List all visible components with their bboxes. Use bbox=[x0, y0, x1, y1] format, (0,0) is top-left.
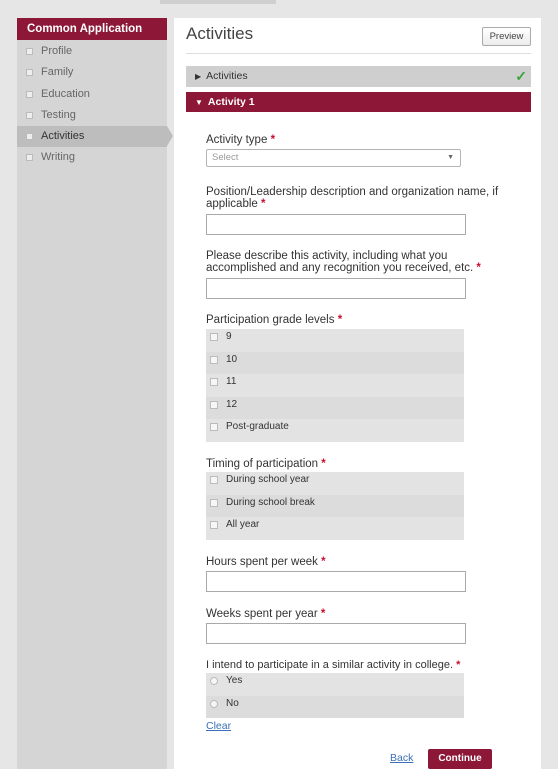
description-input[interactable] bbox=[206, 278, 466, 299]
required-mark: * bbox=[321, 458, 326, 470]
sidebar-item-profile[interactable] bbox=[17, 41, 167, 62]
weeks-input[interactable] bbox=[206, 623, 466, 644]
required-mark: * bbox=[476, 262, 481, 274]
option-label: 9 bbox=[226, 331, 232, 342]
top-tab-strip bbox=[160, 0, 276, 4]
grade-option-10[interactable] bbox=[206, 352, 464, 375]
label-text: Hours spent per week bbox=[206, 556, 318, 568]
grade-levels-group bbox=[206, 329, 464, 442]
required-mark: * bbox=[261, 198, 266, 210]
page-title: Activities bbox=[186, 24, 254, 43]
sidebar bbox=[17, 18, 167, 769]
college-group bbox=[206, 673, 464, 718]
option-label: 12 bbox=[226, 398, 238, 410]
checkbox-icon bbox=[26, 69, 33, 76]
checkbox-icon bbox=[26, 112, 33, 119]
activity-label: Activity 1 bbox=[207, 96, 255, 108]
label-text: I intend to participate in a similar activity in college. bbox=[206, 659, 454, 671]
checkbox-icon bbox=[210, 499, 218, 507]
grade-option-12[interactable] bbox=[206, 397, 464, 420]
label-text: Activity type bbox=[206, 134, 268, 146]
triangle-right-icon: ▶ bbox=[195, 72, 202, 81]
required-mark: * bbox=[337, 314, 343, 326]
grade-levels-label bbox=[206, 314, 506, 326]
label-text: Position/Leadership description and organization name, if applicable bbox=[206, 186, 499, 210]
checkbox-icon bbox=[26, 91, 33, 98]
sidebar-item-testing[interactable] bbox=[17, 105, 167, 126]
checkbox-icon bbox=[210, 401, 218, 409]
clear-link[interactable]: Clear bbox=[206, 720, 232, 732]
sidebar-item-label: Activities bbox=[41, 130, 85, 143]
label-text: Timing of participation bbox=[206, 458, 319, 470]
sidebar-item-label: Education bbox=[41, 87, 90, 100]
option-label: 11 bbox=[226, 376, 237, 388]
required-mark: * bbox=[270, 134, 276, 146]
option-label: No bbox=[226, 697, 239, 709]
position-input[interactable] bbox=[206, 214, 466, 235]
sidebar-item-label: Writing bbox=[41, 151, 76, 164]
description-label bbox=[206, 250, 496, 274]
chevron-down-icon: ▼ bbox=[447, 154, 454, 161]
sidebar-item-family[interactable] bbox=[17, 62, 167, 83]
option-label: All year bbox=[226, 519, 260, 531]
activity-header[interactable] bbox=[186, 92, 531, 112]
select-placeholder: Select bbox=[212, 152, 239, 163]
checkbox-icon bbox=[26, 154, 33, 161]
checkbox-icon bbox=[210, 521, 218, 529]
divider bbox=[186, 53, 531, 54]
checkbox-icon bbox=[26, 48, 33, 55]
label-text: Please describe this activity, including what you accomplished and any recognition you received, etc. bbox=[206, 250, 474, 274]
timing-group bbox=[206, 472, 464, 540]
grade-option-11[interactable] bbox=[206, 374, 464, 397]
hours-label bbox=[206, 556, 506, 568]
position-label bbox=[206, 186, 536, 210]
hours-input[interactable] bbox=[206, 571, 466, 592]
checkbox-icon bbox=[210, 356, 218, 364]
sidebar-item-label: Family bbox=[41, 66, 74, 79]
triangle-down-icon: ▼ bbox=[195, 98, 203, 107]
required-mark: * bbox=[456, 659, 461, 671]
option-label: During school break bbox=[226, 496, 315, 508]
option-label: Yes bbox=[226, 675, 243, 686]
back-link[interactable]: Back bbox=[390, 752, 414, 764]
radio-icon bbox=[210, 700, 218, 708]
grade-option-post-graduate[interactable] bbox=[206, 419, 464, 442]
sidebar-item-writing[interactable] bbox=[17, 147, 167, 168]
checkbox-icon bbox=[210, 378, 218, 386]
label-text: Participation grade levels bbox=[206, 314, 335, 326]
timing-option-all-year[interactable] bbox=[206, 517, 464, 540]
checkbox-icon bbox=[210, 333, 218, 341]
timing-option-school-year[interactable] bbox=[206, 472, 464, 495]
college-option-no[interactable] bbox=[206, 696, 464, 719]
sidebar-item-activities[interactable] bbox=[17, 126, 167, 147]
required-mark: * bbox=[320, 608, 326, 620]
option-label: During school year bbox=[226, 474, 310, 485]
section-header-activities[interactable] bbox=[186, 66, 531, 87]
section-label: Activities bbox=[206, 70, 248, 82]
option-label: Post-graduate bbox=[226, 421, 289, 433]
timing-option-school-break[interactable] bbox=[206, 495, 464, 518]
sidebar-item-label: Testing bbox=[41, 108, 76, 121]
continue-button[interactable]: Continue bbox=[428, 749, 492, 769]
radio-icon bbox=[210, 677, 218, 685]
checkbox-icon bbox=[210, 423, 218, 431]
activity-type-label bbox=[206, 134, 506, 146]
college-option-yes[interactable] bbox=[206, 673, 464, 696]
checkbox-icon bbox=[210, 476, 218, 484]
sidebar-item-education[interactable] bbox=[17, 84, 167, 105]
weeks-label bbox=[206, 608, 506, 620]
activity-type-select[interactable] bbox=[206, 149, 461, 167]
preview-button[interactable]: Preview bbox=[482, 27, 531, 46]
college-label bbox=[206, 659, 506, 671]
sidebar-header: Common Application bbox=[17, 18, 167, 40]
grade-option-9[interactable] bbox=[206, 329, 464, 352]
sidebar-item-label: Profile bbox=[41, 45, 73, 57]
checkmark-icon: ✓ bbox=[515, 68, 527, 84]
label-text: Weeks spent per year bbox=[206, 608, 318, 620]
option-label: 10 bbox=[226, 353, 238, 365]
main-panel bbox=[174, 18, 541, 769]
checkbox-icon bbox=[26, 133, 33, 140]
required-mark: * bbox=[321, 556, 326, 568]
timing-label bbox=[206, 458, 506, 470]
